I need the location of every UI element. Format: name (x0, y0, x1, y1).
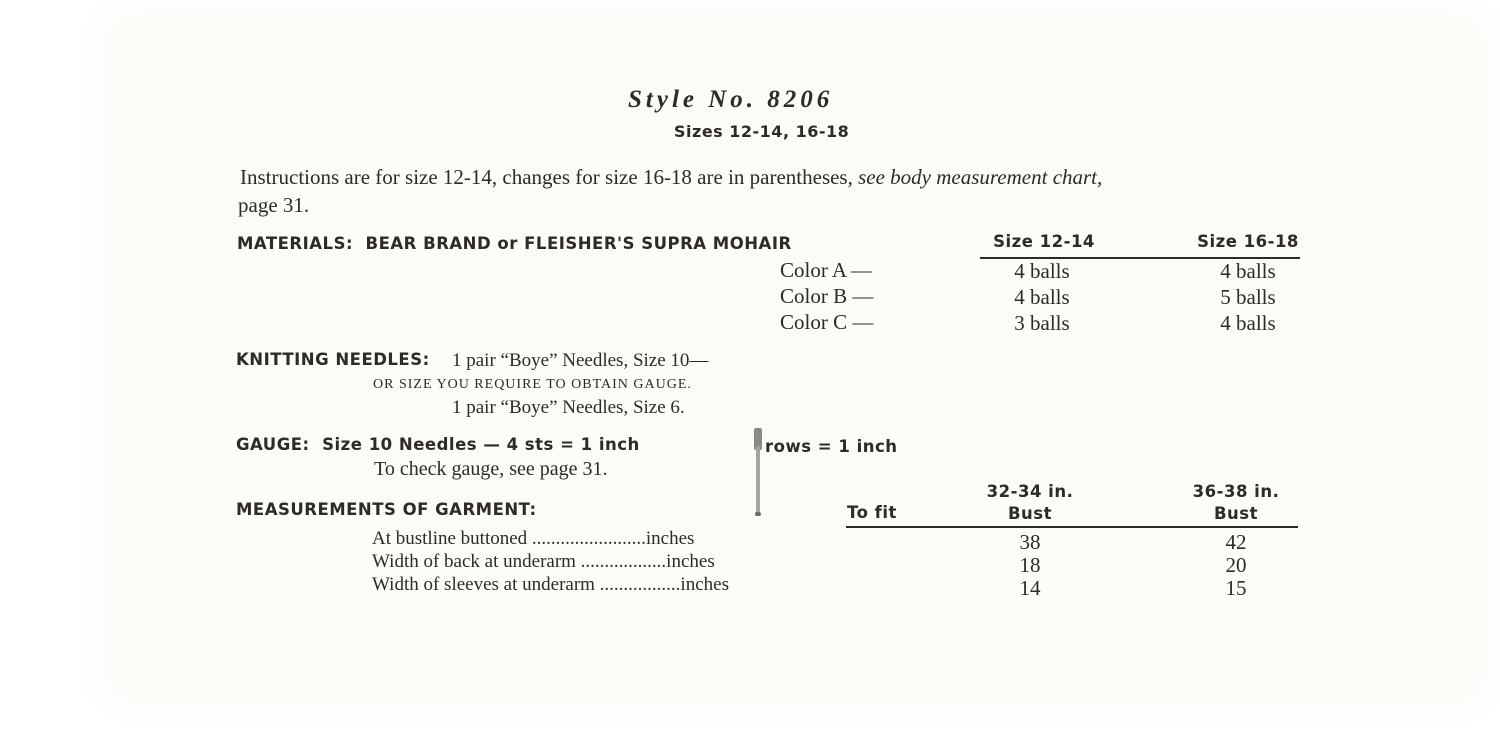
col1-header-top: 32-34 in. (986, 482, 1074, 501)
gauge-rows: rows = 1 inch (765, 437, 898, 456)
yarn-brand-2: FLEISHER'S SUPRA MOHAIR (524, 234, 792, 253)
style-title: Style No. 8206 (628, 86, 834, 113)
gauge-check: To check gauge, see page 31. (374, 458, 608, 480)
measurement-row-1-v2: 42 (1225, 530, 1247, 554)
color-a-size1: 4 balls (1014, 259, 1070, 283)
needles-line-1: 1 pair “Boye” Needles, Size 10— (452, 350, 709, 371)
measurement-row-3-label: Width of sleeves at underarm .................inches (372, 574, 729, 595)
color-b-label: Color B — (780, 284, 874, 308)
yarn-or: or (497, 234, 518, 253)
materials-label: MATERIALS: (237, 234, 354, 253)
to-fit-label: To fit (847, 503, 897, 522)
yarn-brand-1: BEAR BRAND (365, 234, 492, 253)
measurement-row-1-v1: 38 (1019, 530, 1041, 554)
color-c-size1: 3 balls (1014, 311, 1070, 335)
needles-label: KNITTING NEEDLES: (236, 350, 430, 369)
color-a-label: Color A — (780, 258, 873, 282)
measurement-row-2-label: Width of back at underarm ..................inches (372, 551, 715, 572)
needles-line-2: OR SIZE YOU REQUIRE TO OBTAIN GAUGE. (373, 377, 692, 392)
color-c-size2: 4 balls (1220, 311, 1276, 335)
intro-line-1 (240, 165, 1102, 190)
materials-heading (237, 234, 792, 253)
measurements-header-rule (846, 526, 1298, 528)
sizes-subtitle: Sizes 12-14, 16-18 (674, 122, 850, 141)
measurement-row-2-v2: 20 (1225, 553, 1247, 577)
measurements-label: MEASUREMENTS OF GARMENT: (236, 500, 537, 519)
color-c-label: Color C — (780, 310, 874, 334)
measurement-row-2-v1: 18 (1019, 553, 1041, 577)
needles-line-3: 1 pair “Boye” Needles, Size 6. (452, 397, 685, 418)
color-b-size1: 4 balls (1014, 285, 1070, 309)
color-b-size2: 5 balls (1220, 285, 1276, 309)
gauge-text: Size 10 Needles — 4 sts = 1 inch (322, 435, 640, 454)
size-header-2: Size 16-18 (1197, 232, 1299, 251)
pin-image (751, 428, 765, 516)
size-header-1: Size 12-14 (993, 232, 1095, 251)
col2-header-top: 36-38 in. (1192, 482, 1280, 501)
color-a-size2: 4 balls (1220, 259, 1276, 283)
measurement-row-1-label: At bustline buttoned ........................inches (372, 528, 695, 549)
measurement-row-3-v2: 15 (1225, 576, 1247, 600)
col2-header-bottom: Bust (1213, 504, 1259, 523)
intro-italic-text: see body measurement chart, (858, 165, 1103, 189)
gauge-label: GAUGE: (236, 435, 310, 454)
col1-header-bottom: Bust (1007, 504, 1053, 523)
measurement-row-3-v1: 14 (1019, 576, 1041, 600)
intro-plain-text: Instructions are for size 12-14, changes for size 16-18 are in parentheses, (240, 165, 853, 189)
gauge-heading (236, 435, 640, 454)
intro-line-2: page 31. (238, 193, 310, 217)
